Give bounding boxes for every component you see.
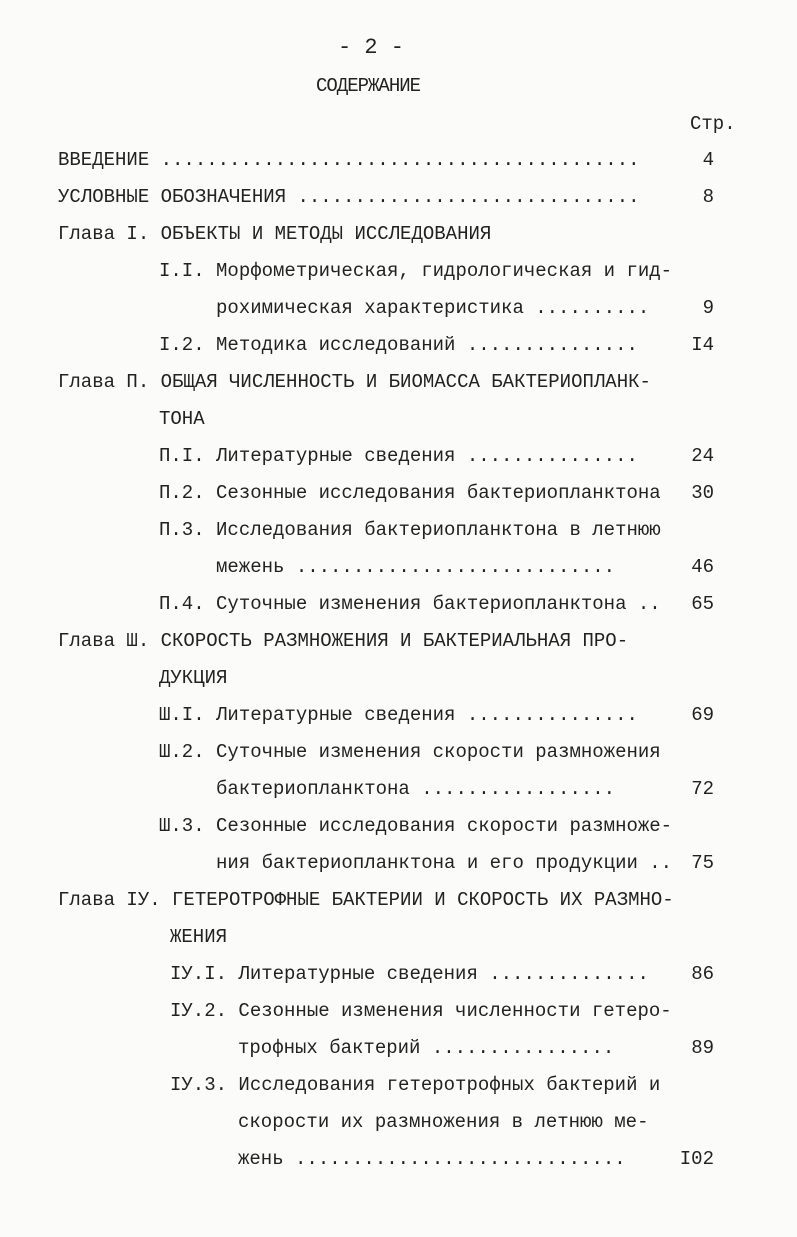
toc-page-number: 86 — [691, 963, 714, 985]
toc-page-number: 69 — [691, 704, 714, 726]
toc-line-chapter-1: Глава I. ОБЪЕКТЫ И МЕТОДЫ ИССЛЕДОВАНИЯ — [58, 223, 492, 245]
toc-line-section: П.4. Суточные изменения бактериопланктона .. — [159, 593, 661, 615]
toc-line-continuation: ДУКЦИЯ — [159, 667, 228, 689]
toc-page-number: 24 — [691, 445, 714, 467]
toc-line-section: П.3. Исследования бактериопланктона в летнюю — [159, 519, 661, 541]
toc-line-continuation: межень ............................ — [216, 556, 616, 578]
toc-page-number: I4 — [691, 334, 714, 356]
page-title: СОДЕРЖАНИЕ — [316, 75, 421, 97]
toc-line-introduction: ВВЕДЕНИЕ .......................................... — [58, 149, 640, 171]
page-column-label: Стр. — [690, 113, 736, 135]
toc-line-continuation: ТОНА — [159, 408, 205, 430]
toc-page-number: 4 — [702, 149, 714, 171]
toc-line-continuation: ЖЕНИЯ — [170, 926, 228, 948]
toc-line-section: IУ.I. Литературные сведения .............. — [170, 963, 649, 985]
toc-line-section: I.I. Морфометрическая, гидрологическая и гид- — [159, 260, 673, 282]
toc-page-number: 46 — [691, 556, 714, 578]
toc-page-number: I02 — [679, 1148, 714, 1170]
toc-line-section: П.2. Сезонные исследования бактериопланктона — [159, 482, 661, 504]
toc-line-notation: УСЛОВНЫЕ ОБОЗНАЧЕНИЯ .............................. — [58, 186, 640, 208]
toc-line-chapter-2: Глава П. ОБЩАЯ ЧИСЛЕННОСТЬ И БИОМАССА БАКТЕРИОПЛАНК- — [58, 371, 651, 393]
toc-page-number: 9 — [702, 297, 714, 319]
toc-page-number: 65 — [691, 593, 714, 615]
toc-line-section: Ш.I. Литературные сведения ............... — [159, 704, 638, 726]
toc-page-number: 30 — [691, 482, 714, 504]
toc-page-number: 8 — [702, 186, 714, 208]
toc-line-continuation: ния бактериопланктона и его продукции .. — [216, 852, 673, 874]
toc-line-chapter-4: Глава IУ. ГЕТЕРОТРОФНЫЕ БАКТЕРИИ И СКОРОСТЬ ИХ РАЗМНО- — [58, 889, 674, 911]
toc-line-continuation: трофных бактерий ................ — [238, 1037, 615, 1059]
toc-line-continuation: скорости их размножения в летнюю ме- — [238, 1111, 649, 1133]
toc-page-number: 89 — [691, 1037, 714, 1059]
toc-page-number: 75 — [691, 852, 714, 874]
toc-line-chapter-3: Глава Ш. СКОРОСТЬ РАЗМНОЖЕНИЯ И БАКТЕРИАЛЬНАЯ ПРО- — [58, 630, 629, 652]
toc-line-section: IУ.3. Исследования гетеротрофных бактерий и — [170, 1074, 661, 1096]
toc-line-section: Ш.2. Суточные изменения скорости размножения — [159, 741, 661, 763]
page-number: - 2 - — [338, 35, 405, 60]
toc-line-continuation: рохимическая характеристика .......... — [216, 297, 650, 319]
toc-line-section: IУ.2. Сезонные изменения численности гетеро- — [170, 1000, 672, 1022]
toc-line-section: П.I. Литературные сведения ............... — [159, 445, 638, 467]
toc-page-number: 72 — [691, 778, 714, 800]
toc-line-section: I.2. Методика исследований ............... — [159, 334, 638, 356]
toc-line-section: Ш.3. Сезонные исследования скорости размноже- — [159, 815, 673, 837]
toc-line-continuation: бактериопланктона ................. — [216, 778, 616, 800]
toc-line-continuation: жень ............................. — [238, 1148, 626, 1170]
